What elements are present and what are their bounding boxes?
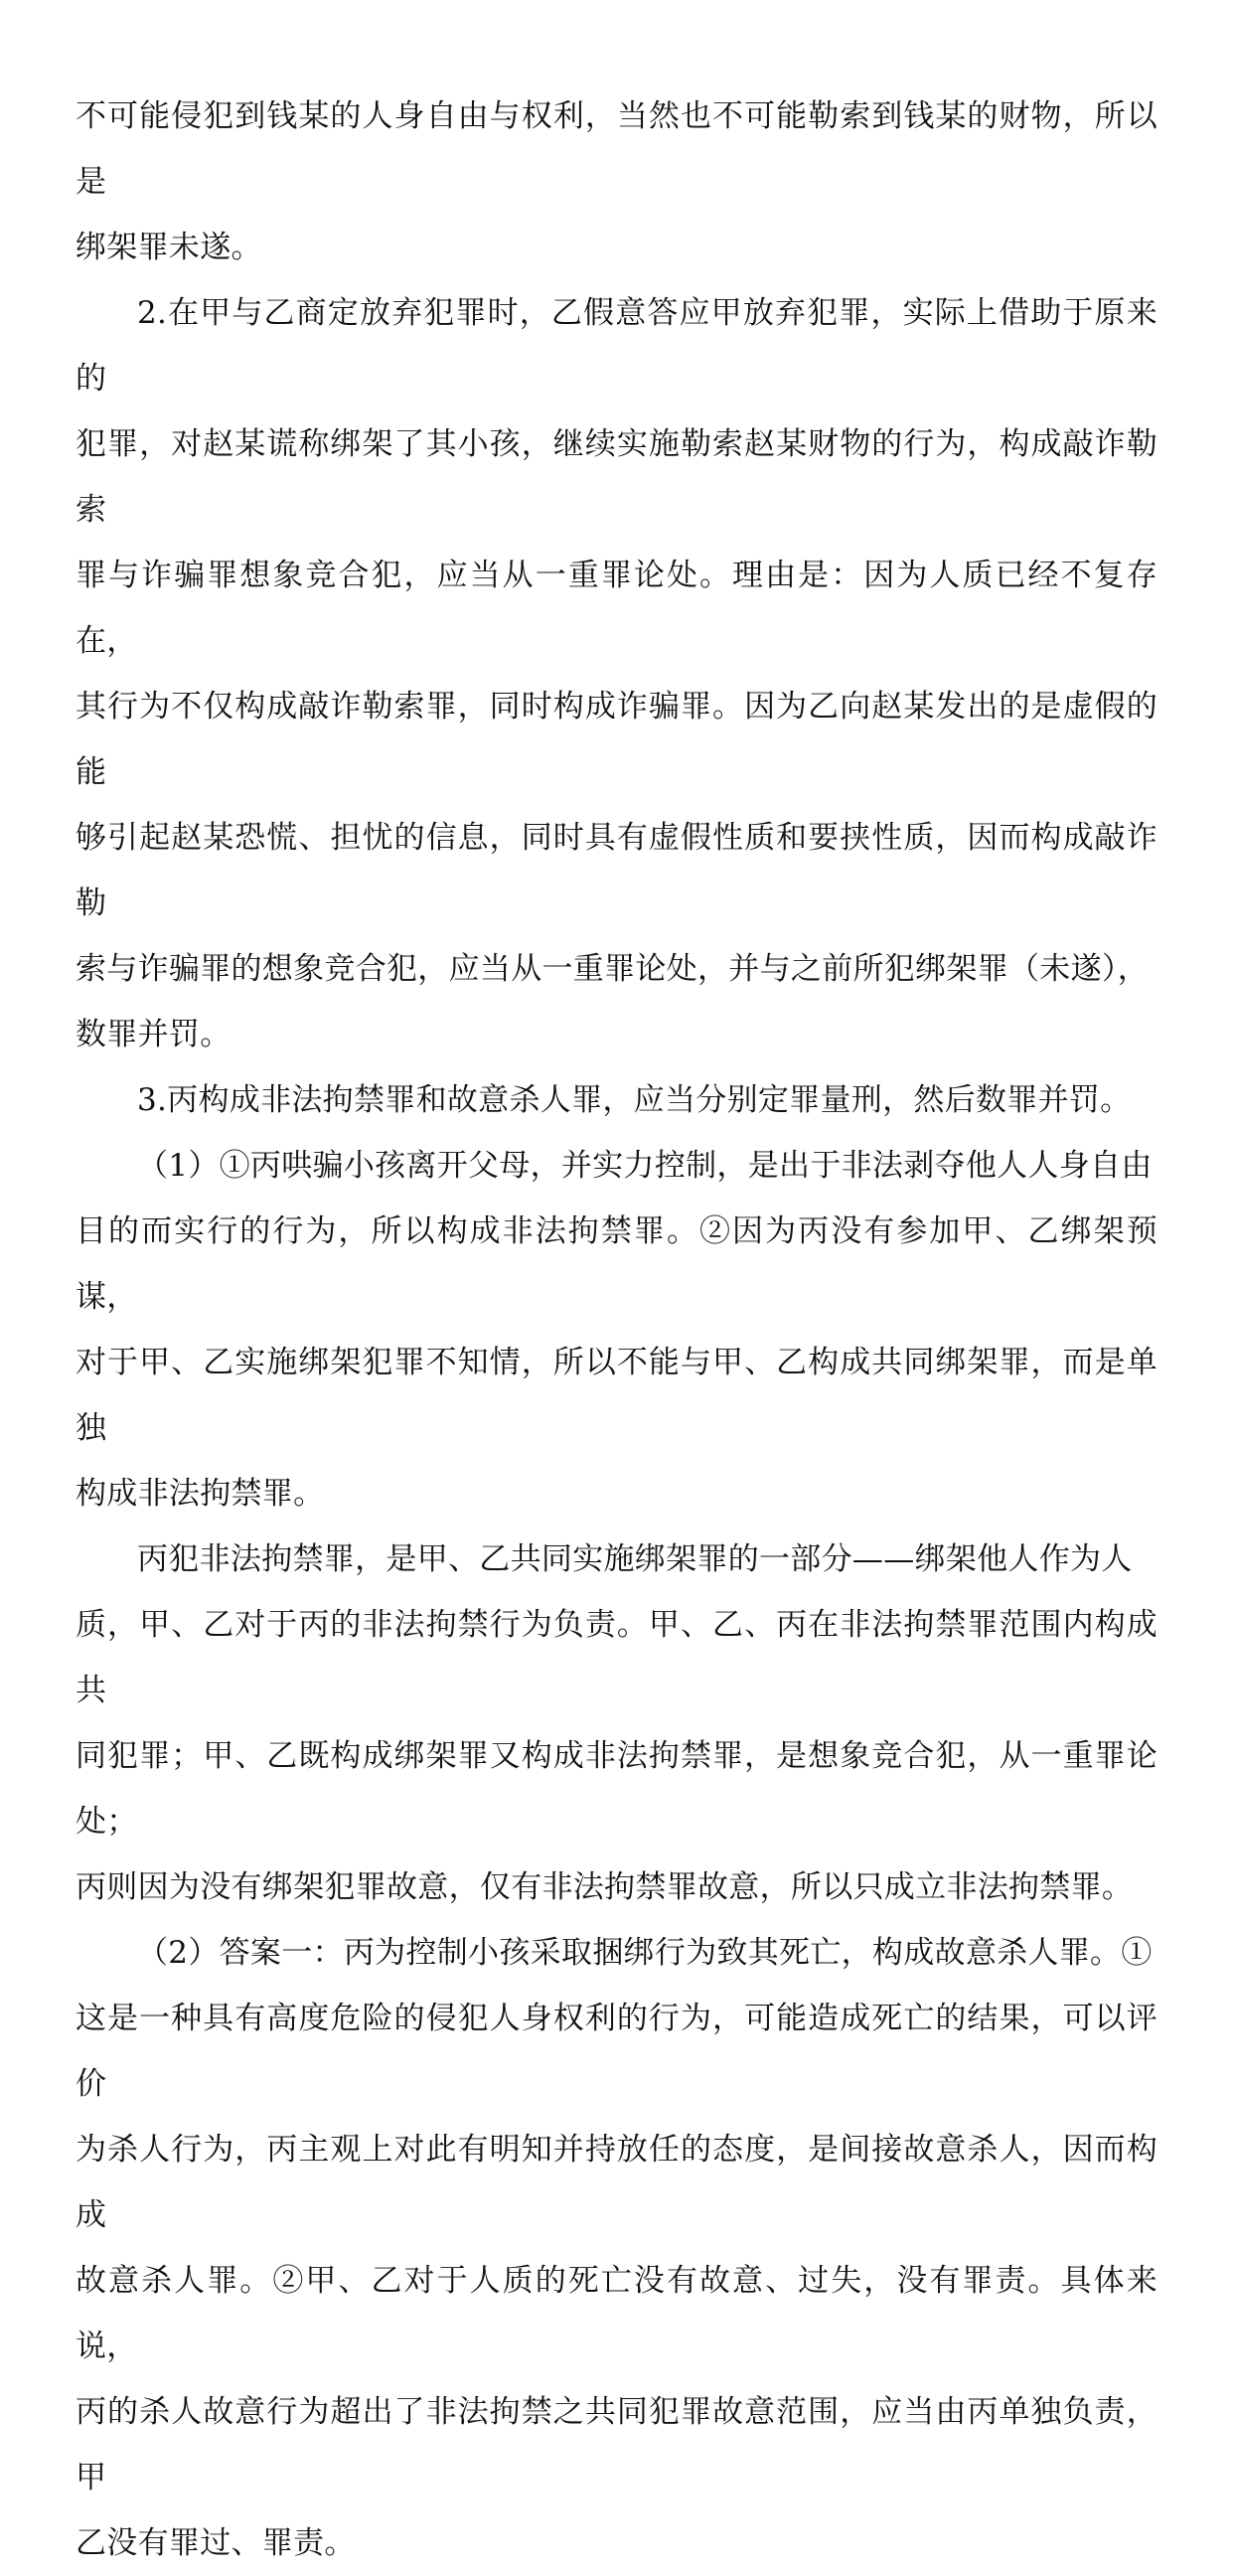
paragraph-5 bbox=[76, 1527, 1157, 1920]
text-line: 索与诈骗罪的想象竞合犯，应当从一重罪论处，并与之前所犯绑架罪（未遂）， bbox=[76, 951, 1149, 987]
text-line: 丙犯非法拘禁罪，是甲、乙共同实施绑架罪的一部分——绑架他人作为人 bbox=[137, 1541, 1133, 1577]
text-line: 3.丙构成非法拘禁罪和故意杀人罪，应当分别定罪量刑，然后数罪并罚。 bbox=[137, 1082, 1132, 1118]
text-line: 这是一种具有高度危险的侵犯人身权利的行为，可能造成死亡的结果，可以评价 bbox=[76, 2001, 1157, 2102]
paragraph-2 bbox=[76, 280, 1157, 1067]
text-line: （1）①丙哄骗小孩离开父母，并实力控制，是出于非法剥夺他人人身自由 bbox=[137, 1148, 1153, 1184]
text-line: 罪与诈骗罪想象竞合犯，应当从一重罪论处。理由是：因为人质已经不复存在， bbox=[76, 558, 1157, 659]
paragraph-1 bbox=[76, 83, 1157, 280]
text-line: 绑架罪未遂。 bbox=[76, 230, 262, 265]
text-line: 数罪并罚。 bbox=[76, 1017, 231, 1052]
text-line: 质，甲、乙对于丙的非法拘禁行为负责。甲、乙、丙在非法拘禁罪范围内构成共 bbox=[76, 1607, 1157, 1708]
text-line: 为杀人行为，丙主观上对此有明知并持放任的态度，是间接故意杀人，因而构成 bbox=[76, 2132, 1157, 2233]
text-line: 同犯罪；甲、乙既构成绑架罪又构成非法拘禁罪，是想象竞合犯，从一重罪论处； bbox=[76, 1738, 1157, 1840]
text-line: 丙的杀人故意行为超出了非法拘禁之共同犯罪故意范围，应当由丙单独负责，甲 bbox=[76, 2394, 1157, 2496]
paragraph-4 bbox=[76, 1133, 1157, 1527]
text-line: 故意杀人罪。②甲、乙对于人质的死亡没有故意、过失，没有罪责。具体来说， bbox=[76, 2263, 1157, 2364]
text-line: 目的而实行的行为，所以构成非法拘禁罪。②因为丙没有参加甲、乙绑架预谋， bbox=[76, 1213, 1157, 1315]
text-line: 构成非法拘禁罪。 bbox=[76, 1476, 325, 1512]
text-line: 对于甲、乙实施绑架犯罪不知情，所以不能与甲、乙构成共同绑架罪，而是单独 bbox=[76, 1345, 1157, 1446]
text-line: （2）答案一：丙为控制小孩采取捆绑行为致其死亡，构成故意杀人罪。① bbox=[137, 1935, 1153, 1971]
text-line: 够引起赵某恐慌、担忧的信息，同时具有虚假性质和要挟性质，因而构成敲诈勒 bbox=[76, 820, 1157, 921]
text-line: 乙没有罪过、罪责。 bbox=[76, 2525, 356, 2561]
text-line: 不可能侵犯到钱某的人身自由与权利，当然也不可能勒索到钱某的财物，所以是 bbox=[76, 98, 1157, 200]
text-line: 丙则因为没有绑架犯罪故意，仅有非法拘禁罪故意，所以只成立非法拘禁罪。 bbox=[76, 1869, 1134, 1905]
text-line: 犯罪，对赵某谎称绑架了其小孩，继续实施勒索赵某财物的行为，构成敲诈勒索 bbox=[76, 426, 1157, 528]
paragraph-6 bbox=[76, 1920, 1157, 2576]
paragraph-3 bbox=[76, 1067, 1157, 1133]
text-line: 2.在甲与乙商定放弃犯罪时，乙假意答应甲放弃犯罪，实际上借助于原来的 bbox=[76, 295, 1157, 397]
text-line: 其行为不仅构成敲诈勒索罪，同时构成诈骗罪。因为乙向赵某发出的是虚假的能 bbox=[76, 689, 1157, 790]
